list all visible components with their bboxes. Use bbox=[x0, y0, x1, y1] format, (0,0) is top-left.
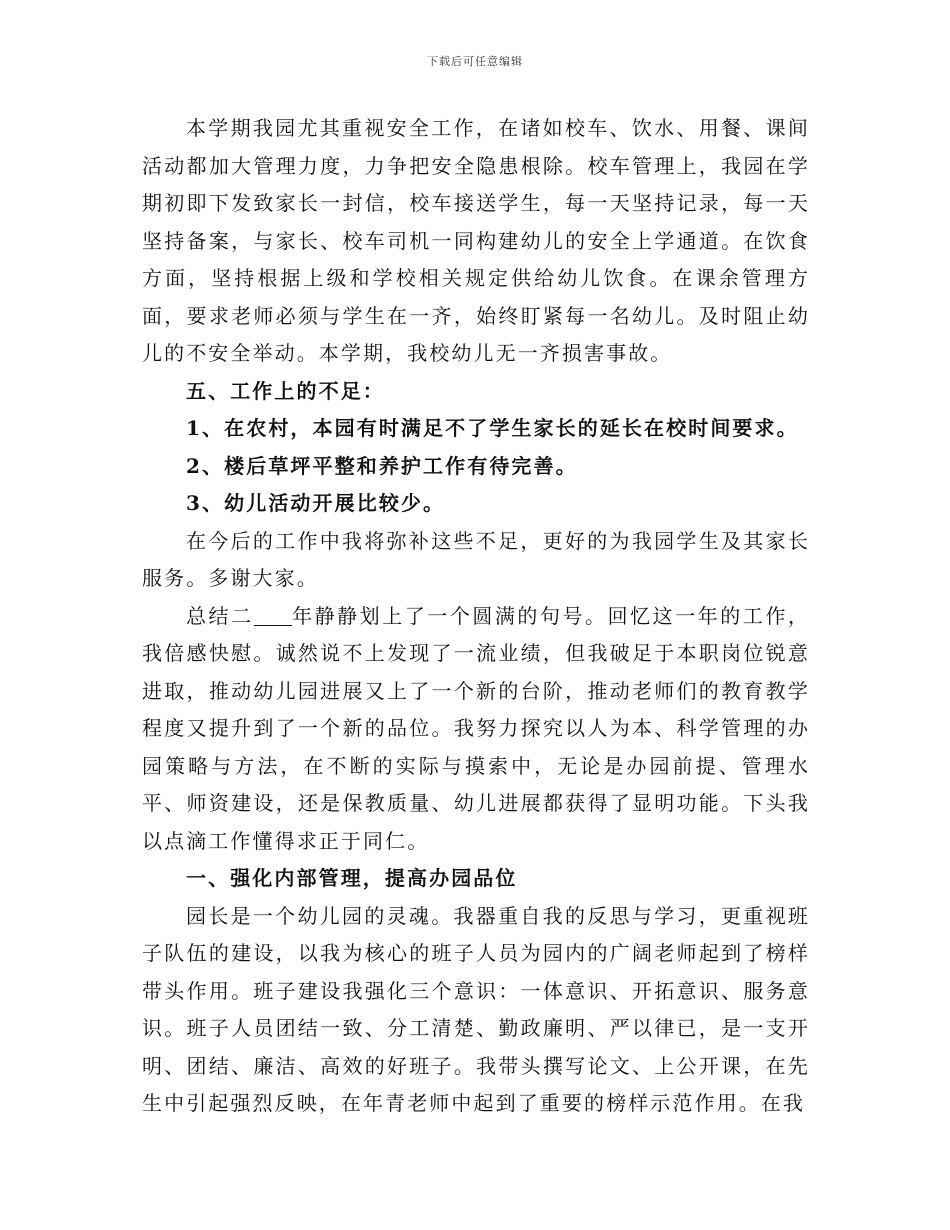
paragraph-principal: 园长是一个幼儿园的灵魂。我器重自我的反思与学习，更重视班子队伍的建设，以我为核心的班子人员为园内的广阔老师起到了榜样带头作用。班子建设我强化三个意识：一体意识、开拓意识、服务意识。班子人员团结一致、分工清楚、勤政廉明、严以律已，是一支开明、团结、廉洁、高效的好班子。我带头撰写论文、上公开课，在先生中引起强烈反映，在年青老师中起到了重要的榜样示范作用。在我 bbox=[142, 903, 810, 1115]
paragraph-summary-two bbox=[142, 598, 810, 861]
heading-shortcomings: 五、工作上的不足： bbox=[186, 378, 385, 403]
paragraph-closing: 在今后的工作中我将弥补这些不足，更好的为我园学生及其家长服务。多谢大家。 bbox=[142, 528, 810, 590]
heading-internal-management: 一、强化内部管理，提高办园品位 bbox=[186, 866, 518, 890]
shortcoming-item-3: 3、幼儿活动开展比较少。 bbox=[186, 491, 446, 515]
year-blank bbox=[254, 607, 292, 626]
document-body bbox=[142, 110, 810, 1123]
shortcoming-item-1: 1、在农村，本园有时满足不了学生家长的延长在校时间要求。 bbox=[186, 416, 799, 440]
summary-two-lead: 总结二 bbox=[186, 603, 254, 628]
shortcoming-item-2: 2、楼后草坪平整和养护工作有待完善。 bbox=[186, 453, 578, 478]
page-header: 下载后可任意编辑 bbox=[427, 55, 523, 68]
paragraph-safety: 本学期我园尤其重视安全工作，在诸如校车、饮水、用餐、课间活动都加大管理力度，力争把安全隐患根除。校车管理上，我园在学期初即下发致家长一封信，校车接送学生，每一天坚持记录，每一天坚持备案，与家长、校车司机一同构建幼儿的安全上学通道。在饮食方面，坚持根据上级和学校相关规定供给幼儿饮食。在课余管理方面，要求老师必须与学生在一齐，始终盯紧每一名幼儿。及时阻止幼儿的不安全举动。本学期，我校幼儿无一齐损害事故。 bbox=[142, 116, 810, 365]
summary-two-body: 年静静划上了一个圆满的句号。回忆这一年的工作，我倍感快慰。诚然说不上发现了一流业绩，但我破足于本职岗位锐意进取，推动幼儿园进展又上了一个新的台阶，推动老师们的教育教学程度又提升到了一个新的品位。我努力探究以人为本、科学管理的办园策略与方法，在不断的实际与摸索中，无论是办园前提、管理水平、师资建设，还是保教质量、幼儿进展都获得了显明功能。下头我以点滴工作懂得求正于同仁。 bbox=[142, 603, 810, 853]
